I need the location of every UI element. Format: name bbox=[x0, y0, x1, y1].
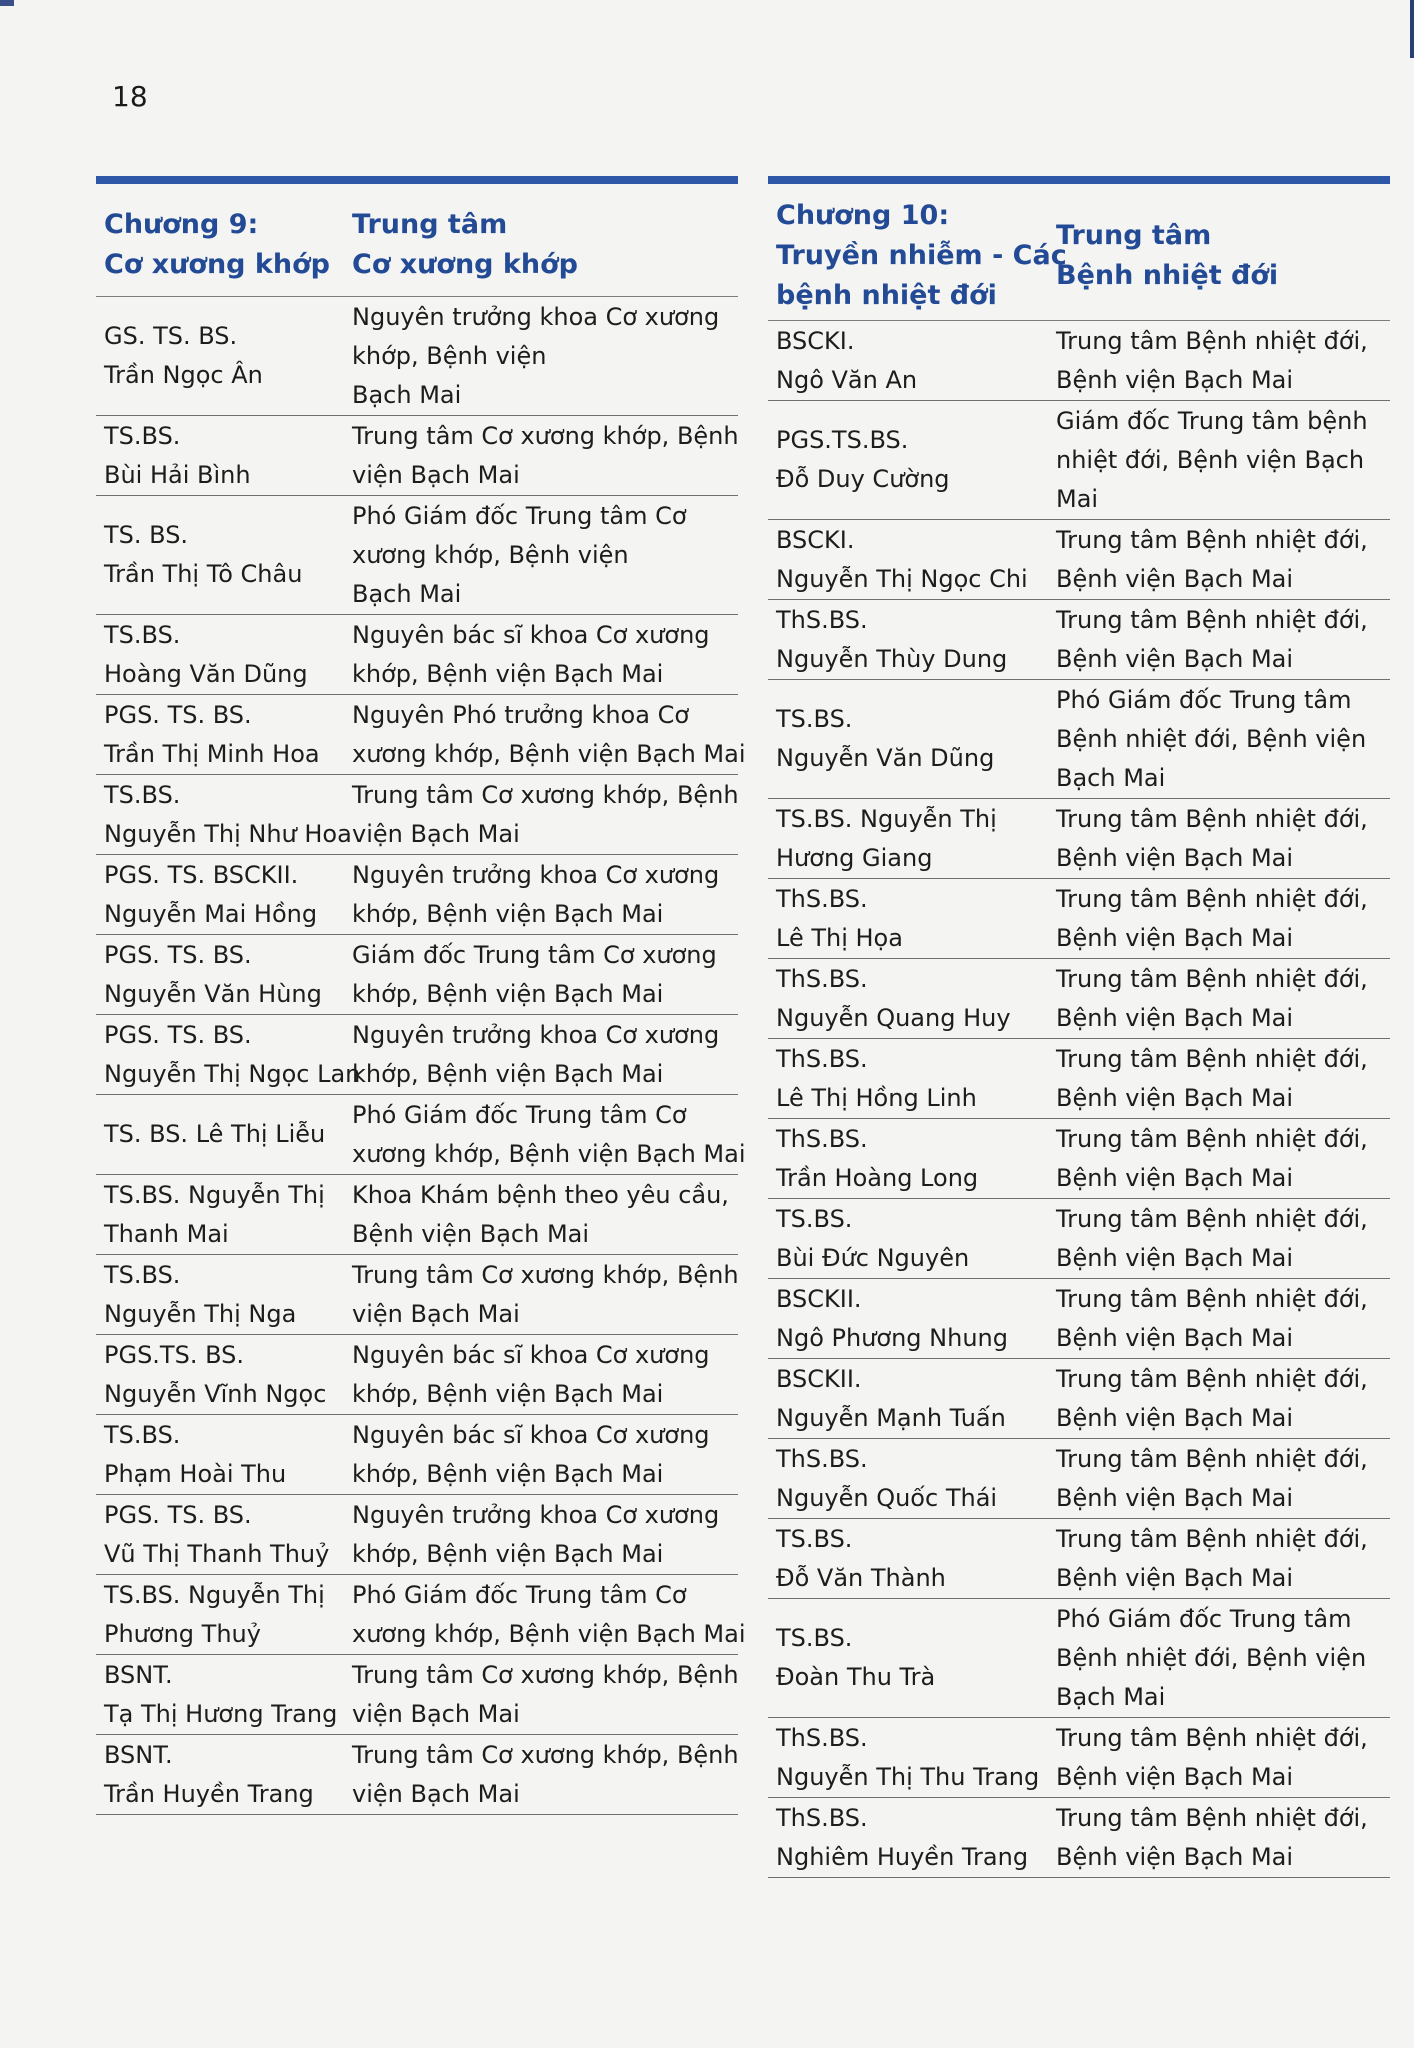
name-line: BSCKII. bbox=[776, 1364, 862, 1393]
affiliation-line: xương khớp, Bệnh viện Bạch Mai bbox=[352, 1619, 746, 1648]
name-line: TS.BS. bbox=[104, 1260, 181, 1289]
person-name bbox=[768, 1439, 1056, 1518]
affiliation bbox=[1056, 879, 1390, 958]
person-name bbox=[768, 321, 1056, 400]
table-row bbox=[768, 1439, 1390, 1519]
affiliation bbox=[352, 615, 738, 694]
affiliation-line: viện Bạch Mai bbox=[352, 1299, 520, 1328]
name-line: TS.BS. bbox=[776, 1524, 853, 1553]
affiliation-line: Nguyên bác sĩ khoa Cơ xương bbox=[352, 620, 710, 649]
header-line: Cơ xương khớp bbox=[352, 249, 578, 280]
affiliation bbox=[352, 1495, 738, 1574]
affiliation-line: Bệnh viện Bạch Mai bbox=[1056, 1762, 1294, 1791]
table-row bbox=[96, 855, 738, 935]
name-line: Trần Ngọc Ân bbox=[104, 361, 263, 389]
name-line: PGS.TS.BS. bbox=[776, 426, 909, 454]
person-name bbox=[96, 615, 352, 694]
name-line: Nguyễn Thị Nga bbox=[104, 1299, 297, 1328]
table-header bbox=[96, 184, 738, 297]
affiliation-line: Nguyên trưởng khoa Cơ xương bbox=[352, 302, 720, 331]
affiliation-line: Bệnh viện Bạch Mai bbox=[1056, 1163, 1294, 1192]
affiliation-line: Bệnh viện Bạch Mai bbox=[1056, 1323, 1294, 1352]
table-row bbox=[768, 680, 1390, 799]
affiliation bbox=[1056, 520, 1390, 599]
table-body bbox=[96, 297, 746, 1815]
affiliation-line: Trung tâm Bệnh nhiệt đới, bbox=[1056, 1723, 1368, 1752]
header-line: Bệnh nhiệt đới bbox=[1056, 260, 1279, 291]
affiliation bbox=[1056, 1279, 1390, 1358]
header-line: Truyền nhiễm - Các bbox=[776, 240, 1067, 271]
affiliation bbox=[1056, 1599, 1390, 1717]
table-body bbox=[768, 321, 1390, 1878]
affiliation-line: Bệnh viện Bạch Mai bbox=[1056, 1563, 1294, 1592]
header-center bbox=[1056, 192, 1390, 320]
affiliation-line: Bệnh viện Bạch Mai bbox=[1056, 365, 1294, 394]
affiliation-line: Nguyên trưởng khoa Cơ xương bbox=[352, 1500, 720, 1529]
table-row bbox=[96, 775, 738, 855]
name-line: TS.BS. bbox=[104, 421, 181, 450]
name-line: Hoàng Văn Dũng bbox=[104, 659, 308, 688]
affiliation-line: Bạch Mai bbox=[1056, 1682, 1166, 1711]
affiliation-line: Trung tâm Bệnh nhiệt đới, bbox=[1056, 964, 1368, 993]
name-line: ThS.BS. bbox=[776, 884, 868, 913]
name-line: Nguyễn Thùy Dung bbox=[776, 644, 1008, 673]
affiliation-line: Trung tâm Cơ xương khớp, Bệnh bbox=[352, 780, 739, 809]
name-line: PGS. TS. BSCKII. bbox=[104, 860, 299, 889]
table-row bbox=[96, 1575, 746, 1655]
table-row bbox=[768, 879, 1390, 959]
affiliation-line: Mai bbox=[1056, 484, 1099, 513]
name-line: Nguyễn Vĩnh Ngọc bbox=[104, 1379, 327, 1408]
affiliation-line: Bệnh viện Bạch Mai bbox=[1056, 1003, 1294, 1032]
name-line: ThS.BS. bbox=[776, 1124, 868, 1153]
table-row bbox=[768, 401, 1390, 520]
table-row bbox=[96, 416, 738, 496]
affiliation-line: Trung tâm Bệnh nhiệt đới, bbox=[1056, 525, 1368, 554]
name-line: Nguyễn Văn Hùng bbox=[104, 979, 322, 1008]
affiliation-line: Trung tâm Bệnh nhiệt đới, bbox=[1056, 1803, 1368, 1832]
person-name bbox=[96, 1655, 352, 1734]
name-line: Nguyễn Mai Hồng bbox=[104, 899, 318, 928]
affiliation-line: Nguyên bác sĩ khoa Cơ xương bbox=[352, 1340, 710, 1369]
affiliation-line: Nguyên bác sĩ khoa Cơ xương bbox=[352, 1420, 710, 1449]
affiliation-line: Bệnh viện Bạch Mai bbox=[1056, 1083, 1294, 1112]
affiliation bbox=[1056, 1718, 1390, 1797]
header-center bbox=[352, 194, 738, 296]
person-name bbox=[768, 1599, 1056, 1717]
table-row bbox=[768, 959, 1390, 1039]
person-name bbox=[96, 1335, 352, 1414]
affiliation bbox=[352, 1655, 738, 1734]
name-line: Trần Thị Tô Châu bbox=[104, 560, 303, 588]
affiliation-line: Trung tâm Bệnh nhiệt đới, bbox=[1056, 884, 1368, 913]
name-line: TS.BS. bbox=[104, 620, 181, 649]
name-line: PGS. TS. BS. bbox=[104, 1020, 252, 1049]
affiliation bbox=[1056, 600, 1390, 679]
affiliation-line: Bệnh nhiệt đới, Bệnh viện bbox=[1056, 724, 1367, 753]
affiliation bbox=[352, 416, 738, 495]
table-row bbox=[96, 1335, 738, 1415]
person-name bbox=[768, 1039, 1056, 1118]
affiliation bbox=[1056, 799, 1390, 878]
affiliation-line: Trung tâm Bệnh nhiệt đới, bbox=[1056, 804, 1368, 833]
name-line: Nguyễn Thị Ngọc Chi bbox=[776, 564, 1028, 593]
affiliation-line: viện Bạch Mai bbox=[352, 460, 520, 489]
name-line: Nguyễn Văn Dũng bbox=[776, 744, 995, 772]
table-row bbox=[96, 1175, 738, 1255]
affiliation-line: Trung tâm Cơ xương khớp, Bệnh bbox=[352, 1660, 739, 1689]
affiliation-line: Nguyên Phó trưởng khoa Cơ bbox=[352, 700, 690, 729]
person-name bbox=[96, 935, 352, 1014]
header-bar bbox=[768, 176, 1390, 184]
table-row bbox=[768, 1039, 1390, 1119]
name-line: ThS.BS. bbox=[776, 964, 868, 993]
affiliation-line: viện Bạch Mai bbox=[352, 1699, 520, 1728]
affiliation-line: Phó Giám đốc Trung tâm bbox=[1056, 1604, 1352, 1633]
person-name bbox=[96, 496, 352, 614]
table-row bbox=[96, 1495, 738, 1575]
person-name bbox=[768, 600, 1056, 679]
affiliation-line: Bệnh viện Bạch Mai bbox=[352, 1219, 590, 1248]
header-bar bbox=[96, 176, 738, 184]
affiliation-line: khớp, Bệnh viện Bạch Mai bbox=[352, 1379, 664, 1408]
affiliation-line: nhiệt đới, Bệnh viện Bạch bbox=[1056, 445, 1365, 474]
affiliation bbox=[352, 1575, 746, 1654]
table-header bbox=[768, 184, 1390, 321]
person-name bbox=[96, 695, 352, 774]
affiliation-line: xương khớp, Bệnh viện Bạch Mai bbox=[352, 739, 746, 768]
affiliation-line: viện Bạch Mai bbox=[352, 819, 520, 848]
affiliation bbox=[352, 935, 738, 1014]
name-line: Đoàn Thu Trà bbox=[776, 1663, 936, 1691]
affiliation bbox=[1056, 1039, 1390, 1118]
person-name bbox=[96, 1415, 352, 1494]
affiliation bbox=[352, 496, 738, 614]
affiliation-line: khớp, Bệnh viện Bạch Mai bbox=[352, 659, 664, 688]
name-line: BSNT. bbox=[104, 1740, 173, 1769]
table-row bbox=[768, 321, 1390, 401]
header-line: Cơ xương khớp bbox=[104, 249, 330, 280]
table-row bbox=[96, 297, 738, 416]
table-row bbox=[768, 1599, 1390, 1718]
affiliation-line: Bệnh viện Bạch Mai bbox=[1056, 644, 1294, 673]
name-line: Bùi Hải Bình bbox=[104, 460, 251, 489]
affiliation-line: Giám đốc Trung tâm Cơ xương bbox=[352, 940, 717, 969]
table-chapter-10 bbox=[768, 176, 1390, 1878]
name-line: Thanh Mai bbox=[104, 1219, 229, 1248]
name-line: TS.BS. Nguyễn Thị bbox=[776, 804, 997, 833]
header-line: Chương 10: bbox=[776, 200, 950, 231]
page-number: 18 bbox=[112, 80, 148, 113]
affiliation bbox=[1056, 959, 1390, 1038]
affiliation-line: khớp, Bệnh viện bbox=[352, 341, 547, 370]
affiliation-line: xương khớp, Bệnh viện Bạch Mai bbox=[352, 1139, 746, 1168]
affiliation bbox=[1056, 1798, 1390, 1877]
table-row bbox=[96, 615, 738, 695]
affiliation-line: Trung tâm Bệnh nhiệt đới, bbox=[1056, 605, 1368, 634]
name-line: Lê Thị Hồng Linh bbox=[776, 1083, 977, 1112]
table-row bbox=[96, 1015, 738, 1095]
person-name bbox=[96, 1575, 352, 1654]
name-line: PGS. TS. BS. bbox=[104, 1500, 252, 1529]
table-row bbox=[768, 1519, 1390, 1599]
name-line: Nguyễn Quốc Thái bbox=[776, 1483, 998, 1512]
header-line: Trung tâm bbox=[1056, 220, 1212, 251]
person-name bbox=[96, 1095, 352, 1174]
table-row bbox=[768, 1798, 1390, 1878]
person-name bbox=[96, 1495, 352, 1574]
affiliation bbox=[352, 1735, 738, 1814]
header-chapter bbox=[96, 194, 352, 296]
person-name bbox=[768, 1119, 1056, 1198]
table-row bbox=[96, 496, 738, 615]
affiliation-line: Phó Giám đốc Trung tâm Cơ bbox=[352, 1100, 687, 1129]
table-row bbox=[96, 1415, 738, 1495]
name-line: ThS.BS. bbox=[776, 605, 868, 634]
affiliation-line: Trung tâm Bệnh nhiệt đới, bbox=[1056, 1204, 1368, 1233]
affiliation bbox=[1056, 1119, 1390, 1198]
affiliation bbox=[1056, 1439, 1390, 1518]
person-name bbox=[768, 1279, 1056, 1358]
person-name bbox=[96, 1735, 352, 1814]
affiliation-line: Trung tâm Cơ xương khớp, Bệnh bbox=[352, 1740, 739, 1769]
person-name bbox=[768, 879, 1056, 958]
name-line: Lê Thị Họa bbox=[776, 923, 903, 952]
name-line: ThS.BS. bbox=[776, 1044, 868, 1073]
affiliation-line: Trung tâm Bệnh nhiệt đới, bbox=[1056, 326, 1368, 355]
name-line: TS. BS. bbox=[104, 521, 189, 549]
table-row bbox=[768, 1718, 1390, 1798]
person-name bbox=[96, 855, 352, 934]
affiliation-line: Bệnh viện Bạch Mai bbox=[1056, 1483, 1294, 1512]
affiliation-line: Bệnh viện Bạch Mai bbox=[1056, 843, 1294, 872]
table-row bbox=[768, 600, 1390, 680]
name-line: Nguyễn Mạnh Tuấn bbox=[776, 1403, 1006, 1432]
header-line: Chương 9: bbox=[104, 209, 259, 240]
corner-mark bbox=[0, 0, 14, 6]
name-line: ThS.BS. bbox=[776, 1803, 868, 1832]
name-line: PGS. TS. BS. bbox=[104, 940, 252, 969]
name-line: Phạm Hoài Thu bbox=[104, 1459, 287, 1488]
name-line: Nguyễn Quang Huy bbox=[776, 1003, 1011, 1032]
affiliation-line: Phó Giám đốc Trung tâm bbox=[1056, 685, 1352, 714]
name-line: BSCKI. bbox=[776, 326, 855, 355]
affiliation-line: Trung tâm Bệnh nhiệt đới, bbox=[1056, 1364, 1368, 1393]
affiliation bbox=[352, 1015, 738, 1094]
name-line: Đỗ Văn Thành bbox=[776, 1563, 946, 1592]
affiliation bbox=[352, 695, 746, 774]
affiliation-line: Trung tâm Bệnh nhiệt đới, bbox=[1056, 1044, 1368, 1073]
name-line: Trần Huyền Trang bbox=[104, 1779, 314, 1808]
name-line: Vũ Thị Thanh Thuỷ bbox=[104, 1539, 330, 1568]
affiliation-line: Bạch Mai bbox=[1056, 763, 1166, 792]
table-row bbox=[96, 1735, 738, 1815]
affiliation-line: Nguyên trưởng khoa Cơ xương bbox=[352, 1020, 720, 1049]
affiliation-line: Bạch Mai bbox=[352, 579, 462, 608]
affiliation-line: Bệnh viện Bạch Mai bbox=[1056, 564, 1294, 593]
person-name bbox=[768, 799, 1056, 878]
person-name bbox=[96, 1255, 352, 1334]
affiliation bbox=[352, 855, 738, 934]
name-line: TS.BS. bbox=[776, 705, 853, 733]
table-row bbox=[96, 1655, 738, 1735]
affiliation-line: Bệnh viện Bạch Mai bbox=[1056, 1842, 1294, 1871]
affiliation bbox=[352, 1255, 738, 1334]
affiliation-line: Nguyên trưởng khoa Cơ xương bbox=[352, 860, 720, 889]
affiliation bbox=[352, 1095, 746, 1174]
affiliation bbox=[352, 1335, 738, 1414]
name-line: Bùi Đức Nguyên bbox=[776, 1243, 970, 1272]
affiliation-line: Trung tâm Bệnh nhiệt đới, bbox=[1056, 1284, 1368, 1313]
affiliation-line: Trung tâm Bệnh nhiệt đới, bbox=[1056, 1524, 1368, 1553]
affiliation-line: Trung tâm Cơ xương khớp, Bệnh bbox=[352, 421, 739, 450]
table-row bbox=[96, 935, 738, 1015]
affiliation bbox=[1056, 321, 1390, 400]
affiliation bbox=[1056, 1199, 1390, 1278]
table-row bbox=[768, 1359, 1390, 1439]
person-name bbox=[768, 401, 1056, 519]
table-row bbox=[768, 1199, 1390, 1279]
name-line: Phương Thuỷ bbox=[104, 1619, 261, 1648]
name-line: Nguyễn Thị Thu Trang bbox=[776, 1762, 1040, 1791]
name-line: Trần Thị Minh Hoa bbox=[104, 739, 320, 768]
affiliation-line: khớp, Bệnh viện Bạch Mai bbox=[352, 1539, 664, 1568]
name-line: TS.BS. bbox=[776, 1204, 853, 1233]
person-name bbox=[96, 1015, 361, 1094]
person-name bbox=[768, 1718, 1056, 1797]
affiliation-line: khớp, Bệnh viện Bạch Mai bbox=[352, 1459, 664, 1488]
person-name bbox=[768, 1519, 1056, 1598]
person-name bbox=[96, 416, 352, 495]
affiliation-line: khớp, Bệnh viện Bạch Mai bbox=[352, 979, 664, 1008]
table-chapter-9 bbox=[96, 176, 746, 1815]
affiliation-line: viện Bạch Mai bbox=[352, 1779, 520, 1808]
name-line: GS. TS. BS. bbox=[104, 322, 238, 350]
person-name bbox=[96, 297, 352, 415]
table-row bbox=[96, 1255, 738, 1335]
name-line: TS.BS. bbox=[776, 1624, 853, 1652]
table-row bbox=[96, 1095, 746, 1175]
table-row bbox=[768, 1279, 1390, 1359]
affiliation-line: khớp, Bệnh viện Bạch Mai bbox=[352, 899, 664, 928]
affiliation-line: Trung tâm Bệnh nhiệt đới, bbox=[1056, 1444, 1368, 1473]
affiliation-line: Phó Giám đốc Trung tâm Cơ bbox=[352, 501, 687, 530]
name-line: BSCKII. bbox=[776, 1284, 862, 1313]
name-line: TS.BS. bbox=[104, 1420, 181, 1449]
name-line: Hương Giang bbox=[776, 843, 933, 872]
affiliation-line: Bệnh viện Bạch Mai bbox=[1056, 1243, 1294, 1272]
name-line: TS.BS. Nguyễn Thị bbox=[104, 1580, 325, 1609]
name-line: BSCKI. bbox=[776, 525, 855, 554]
person-name bbox=[96, 775, 352, 854]
affiliation-line: Giám đốc Trung tâm bệnh bbox=[1056, 406, 1368, 435]
affiliation-line: xương khớp, Bệnh viện bbox=[352, 540, 629, 569]
table-row bbox=[768, 799, 1390, 879]
table-row bbox=[768, 520, 1390, 600]
name-line: Nghiêm Huyền Trang bbox=[776, 1842, 1029, 1871]
name-line: TS.BS. Nguyễn Thị bbox=[104, 1180, 325, 1209]
name-line: TS.BS. bbox=[104, 780, 181, 809]
header-chapter bbox=[768, 192, 1067, 320]
affiliation bbox=[352, 775, 738, 854]
affiliation-line: Trung tâm Cơ xương khớp, Bệnh bbox=[352, 1260, 739, 1289]
header-line: bệnh nhiệt đới bbox=[776, 280, 997, 311]
person-name bbox=[768, 1359, 1056, 1438]
name-line: Tạ Thị Hương Trang bbox=[104, 1699, 338, 1728]
name-line: Nguyễn Thị Như Hoa bbox=[104, 819, 352, 848]
affiliation-line: Bạch Mai bbox=[352, 380, 462, 409]
affiliation-line: Khoa Khám bệnh theo yêu cầu, bbox=[352, 1180, 729, 1209]
name-line: Nguyễn Thị Ngọc Lan bbox=[104, 1059, 361, 1088]
person-name bbox=[768, 959, 1056, 1038]
name-line: BSNT. bbox=[104, 1660, 173, 1689]
name-line: Ngô Phương Nhung bbox=[776, 1323, 1008, 1352]
name-line: Trần Hoàng Long bbox=[776, 1163, 979, 1192]
name-line: PGS. TS. BS. bbox=[104, 700, 252, 729]
header-line: Trung tâm bbox=[352, 209, 508, 240]
name-line: ThS.BS. bbox=[776, 1723, 868, 1752]
affiliation bbox=[352, 297, 738, 415]
affiliation bbox=[1056, 680, 1390, 798]
name-line: TS. BS. Lê Thị Liễu bbox=[104, 1120, 326, 1148]
person-name bbox=[96, 1175, 352, 1254]
affiliation bbox=[352, 1415, 738, 1494]
affiliation-line: Bệnh viện Bạch Mai bbox=[1056, 1403, 1294, 1432]
table-row bbox=[96, 695, 746, 775]
affiliation bbox=[352, 1175, 738, 1254]
table-row bbox=[768, 1119, 1390, 1199]
name-line: Đỗ Duy Cường bbox=[776, 465, 950, 493]
person-name bbox=[768, 1199, 1056, 1278]
name-line: Ngô Văn An bbox=[776, 365, 918, 394]
person-name bbox=[768, 520, 1056, 599]
name-line: ThS.BS. bbox=[776, 1444, 868, 1473]
name-line: PGS.TS. BS. bbox=[104, 1340, 244, 1369]
person-name bbox=[768, 1798, 1056, 1877]
affiliation-line: Bệnh nhiệt đới, Bệnh viện bbox=[1056, 1643, 1367, 1672]
affiliation-line: Bệnh viện Bạch Mai bbox=[1056, 923, 1294, 952]
corner-mark-right bbox=[1410, 0, 1414, 58]
affiliation-line: khớp, Bệnh viện Bạch Mai bbox=[352, 1059, 664, 1088]
affiliation bbox=[1056, 1519, 1390, 1598]
affiliation bbox=[1056, 1359, 1390, 1438]
affiliation bbox=[1056, 401, 1390, 519]
affiliation-line: Trung tâm Bệnh nhiệt đới, bbox=[1056, 1124, 1368, 1153]
affiliation-line: Phó Giám đốc Trung tâm Cơ bbox=[352, 1580, 687, 1609]
person-name bbox=[768, 680, 1056, 798]
